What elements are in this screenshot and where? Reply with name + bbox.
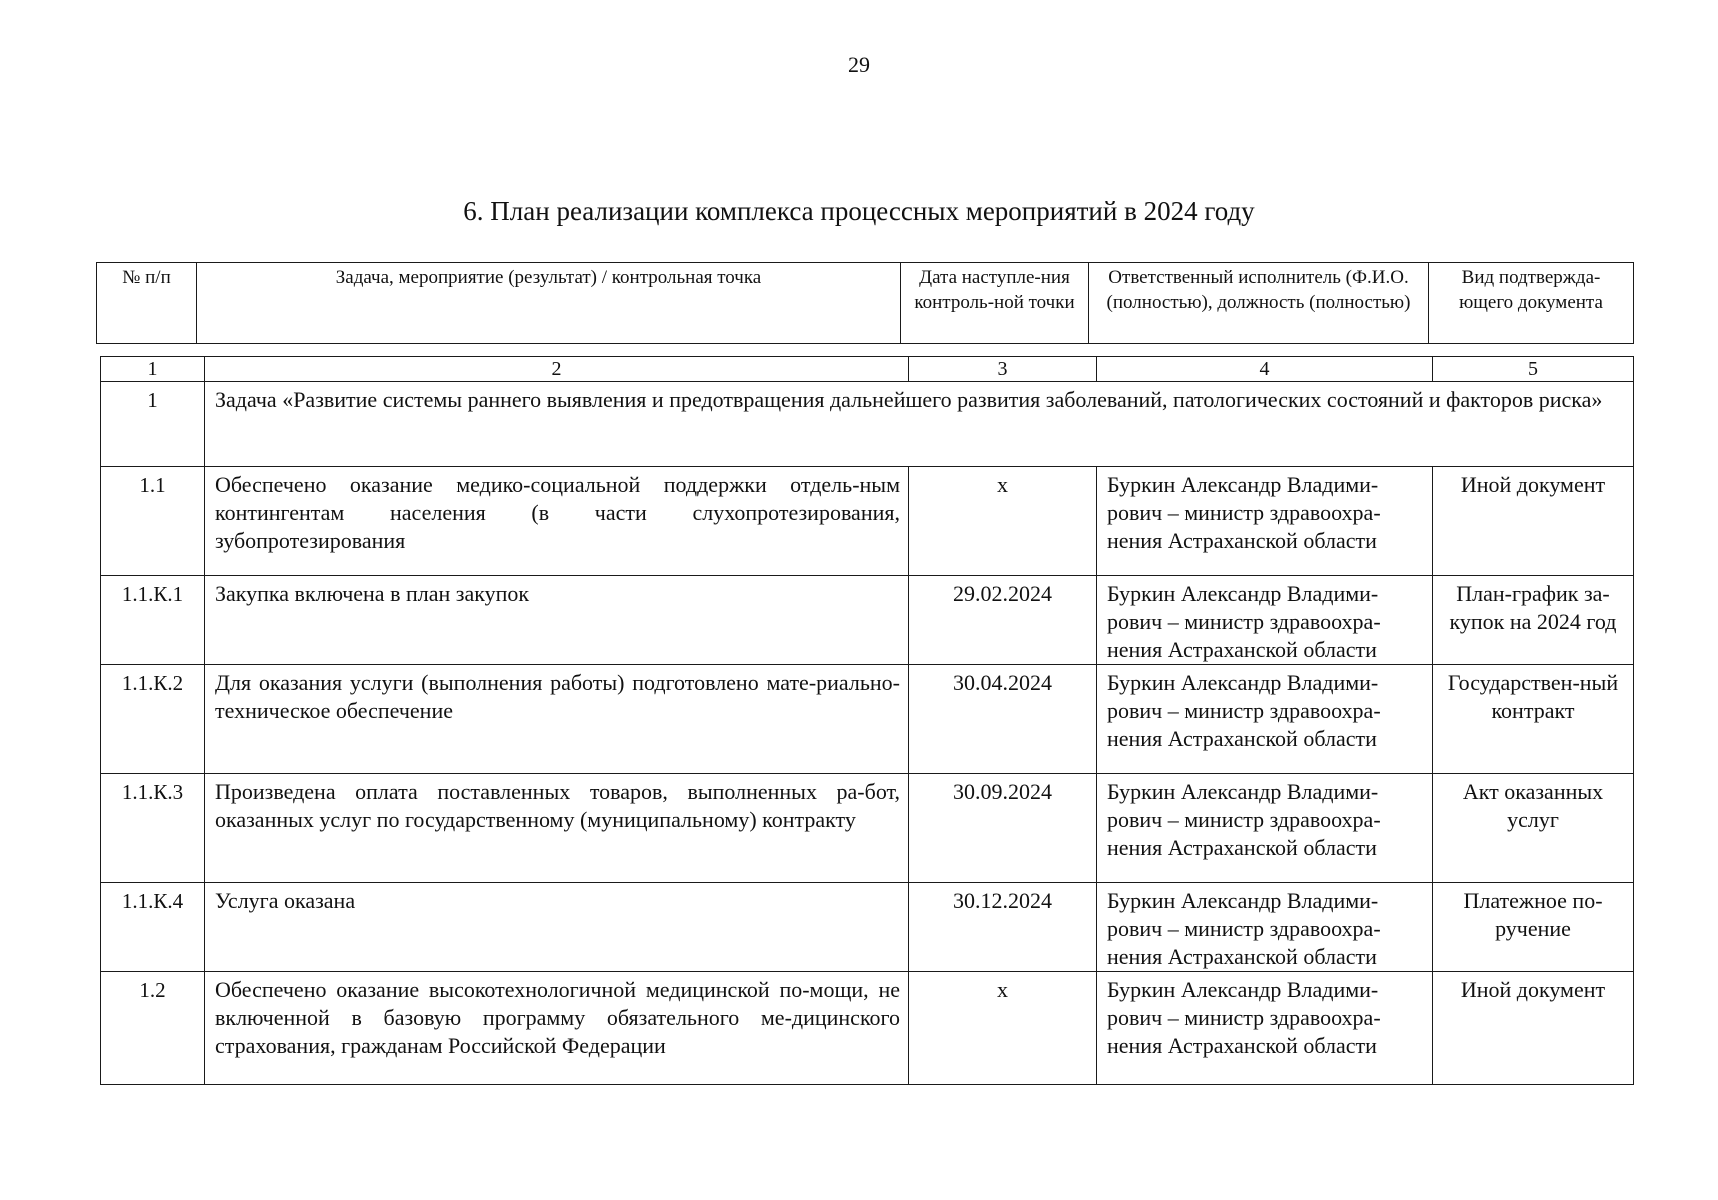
- table-row: [101, 972, 1634, 1085]
- header-document: Вид подтвержда-ющего документа: [1429, 263, 1634, 344]
- row-num: 1: [101, 382, 205, 467]
- row-date: 29.02.2024: [909, 576, 1097, 665]
- column-number: 2: [205, 357, 909, 382]
- task-text: Задача «Развитие системы раннего выявления и предотвращения дальнейшего развития заболеваний, патологических состояний и факторов риска»: [205, 382, 1634, 467]
- row-date: 30.09.2024: [909, 774, 1097, 883]
- row-num: 1.1: [101, 467, 205, 576]
- table-body: [100, 356, 1634, 1085]
- column-number: 4: [1097, 357, 1433, 382]
- header-task: Задача, мероприятие (результат) / контрольная точка: [197, 263, 901, 344]
- section-title: 6. План реализации комплекса процессных мероприятий в 2024 году: [463, 196, 1255, 226]
- row-date: 30.12.2024: [909, 883, 1097, 972]
- table-row: [101, 665, 1634, 774]
- row-date: х: [909, 972, 1097, 1085]
- row-responsible: Буркин Александр Владими-рович – министр здравоохра-нения Астраханской области: [1097, 467, 1433, 576]
- task-row: [101, 382, 1634, 467]
- row-task: Произведена оплата поставленных товаров, выполненных ра-бот, оказанных услуг по государственному (муниципальному) контракту: [205, 774, 909, 883]
- row-task: Обеспечено оказание медико-социальной поддержки отдель-ным контингентам населения (в части слухопротезирования, зубопротезирования: [205, 467, 909, 576]
- header-row: [97, 263, 1634, 344]
- row-responsible: Буркин Александр Владими-рович – министр здравоохра-нения Астраханской области: [1097, 576, 1433, 665]
- row-responsible: Буркин Александр Владими-рович – министр здравоохра-нения Астраханской области: [1097, 883, 1433, 972]
- table-row: [101, 774, 1634, 883]
- table-row: [101, 883, 1634, 972]
- column-number-row: [101, 357, 1634, 382]
- row-date: 30.04.2024: [909, 665, 1097, 774]
- column-number: 5: [1433, 357, 1634, 382]
- header-responsible: Ответственный исполнитель (Ф.И.О. (полностью), должность (полностью): [1089, 263, 1429, 344]
- row-num: 1.1.К.4: [101, 883, 205, 972]
- row-document: Иной документ: [1433, 972, 1634, 1085]
- row-document: Иной документ: [1433, 467, 1634, 576]
- table-row: [101, 576, 1634, 665]
- page-number: 29: [848, 52, 870, 77]
- row-document: Государствен-ный контракт: [1433, 665, 1634, 774]
- header-date: Дата наступле-ния контроль-ной точки: [901, 263, 1089, 344]
- row-document: План-график за-купок на 2024 год: [1433, 576, 1634, 665]
- row-task: Для оказания услуги (выполнения работы) подготовлено мате-риально-техническое обеспечение: [205, 665, 909, 774]
- row-task: Закупка включена в план закупок: [205, 576, 909, 665]
- row-responsible: Буркин Александр Владими-рович – министр здравоохра-нения Астраханской области: [1097, 972, 1433, 1085]
- row-num: 1.1.К.1: [101, 576, 205, 665]
- table-row: [101, 467, 1634, 576]
- row-date: х: [909, 467, 1097, 576]
- row-responsible: Буркин Александр Владими-рович – министр здравоохра-нения Астраханской области: [1097, 665, 1433, 774]
- header-num: № п/п: [97, 263, 197, 344]
- row-num: 1.2: [101, 972, 205, 1085]
- row-task: Обеспечено оказание высокотехнологичной медицинской по-мощи, не включенной в базовую программу обязательного ме-дицинского страхования, гражданам Российской Федерации: [205, 972, 909, 1085]
- row-task: Услуга оказана: [205, 883, 909, 972]
- row-document: Акт оказанных услуг: [1433, 774, 1634, 883]
- column-number: 1: [101, 357, 205, 382]
- row-num: 1.1.К.2: [101, 665, 205, 774]
- table-header: [96, 262, 1634, 344]
- column-number: 3: [909, 357, 1097, 382]
- row-num: 1.1.К.3: [101, 774, 205, 883]
- row-responsible: Буркин Александр Владими-рович – министр здравоохра-нения Астраханской области: [1097, 774, 1433, 883]
- row-document: Платежное по-ручение: [1433, 883, 1634, 972]
